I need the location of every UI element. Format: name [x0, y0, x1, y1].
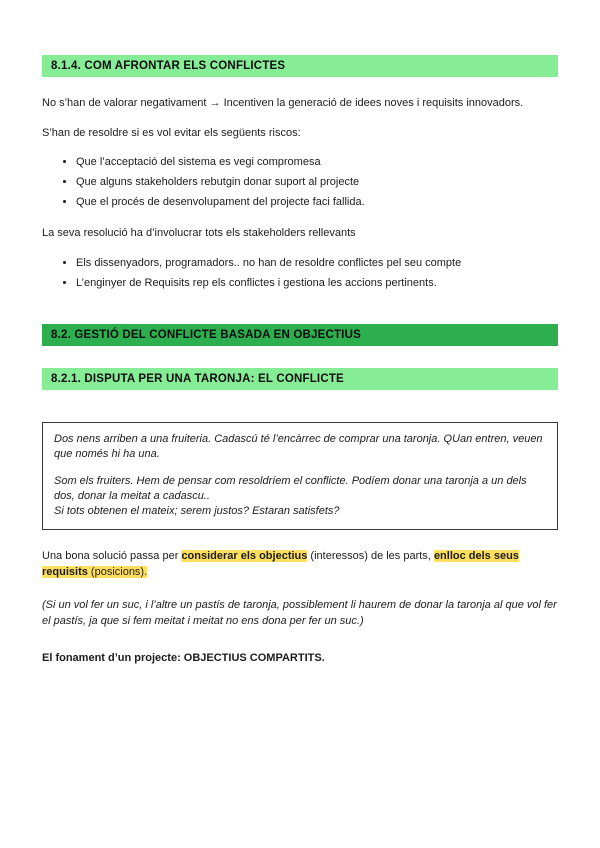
list-item: • Que l’acceptació del sistema es vegi compromesa	[76, 154, 558, 171]
quote-paragraph-2: Som els fruiters. Hem de pensar com resoldríem el conflicte. Podíem donar una taronja a un dels dos, donar la meitat a cadascu..	[54, 474, 527, 502]
solution-text-highlight-3: (posicions).	[87, 566, 148, 579]
quote-paragraph-1: Dos nens arriben a una fruiteria. Cadascú té l’encàrrec de comprar una taronja. QUan entren, veuen que només hi ha una.	[54, 432, 543, 461]
section-heading-8-2-1: 8.2.1. DISPUTA PER UNA TARONJA: EL CONFLICTE	[42, 368, 558, 390]
riscos-list	[42, 154, 558, 211]
paragraph-riscos-intro: S’han de resoldre si es vol evitar els següents riscos:	[42, 126, 301, 139]
list-item: • Que alguns stakeholders rebutgin donar suport al projecte	[76, 174, 558, 191]
solution-text-highlight-bold-1: considerar els objectius	[181, 549, 308, 562]
quote-paragraph-3: Si tots obtenen el mateix; serem justos? Estaran satisfets?	[54, 505, 340, 518]
solution-text-highlight-bold-2: enlloc dels seus requisits	[42, 549, 519, 579]
list-item: • L’enginyer de Requisits rep els conflictes i gestiona les accions pertinents.	[76, 275, 558, 292]
section-heading-8-2: 8.2. GESTIÓ DEL CONFLICTE BASADA EN OBJECTIUS	[42, 324, 558, 346]
solution-text-plain: Una bona solució passa per	[42, 549, 182, 562]
paragraph-note-italic: (Si un vol fer un suc, i l’altre un pastís de taronja, possiblement li haurem de donar la taronja al que vol fer el pastís, ja que si fem meitat i meitat no ens dona per fer un suc.)	[42, 598, 557, 628]
section-heading-8-1-4: 8.1.4. COM AFRONTAR ELS CONFLICTES	[42, 55, 558, 77]
paragraph-solution	[42, 548, 558, 581]
list-item: • Que el procés de desenvolupament del projecte faci fallida.	[76, 194, 558, 211]
resolucio-list	[42, 255, 558, 292]
list-item: • Els dissenyadors, programadors.. no han de resoldre conflictes pel seu compte	[76, 255, 558, 272]
quote-box	[42, 422, 558, 530]
solution-text-plain-2: (interessos) de les parts,	[307, 549, 434, 562]
paragraph-no-valorar: No s’han de valorar negativament → Incentiven la generació de idees noves i requisits innovadors.	[42, 97, 524, 109]
paragraph-foundation: El fonament d’un projecte: OBJECTIUS COMPARTITS.	[42, 651, 325, 664]
paragraph-resolucio-intro: La seva resolució ha d’involucrar tots els stakeholders rellevants	[42, 227, 356, 240]
